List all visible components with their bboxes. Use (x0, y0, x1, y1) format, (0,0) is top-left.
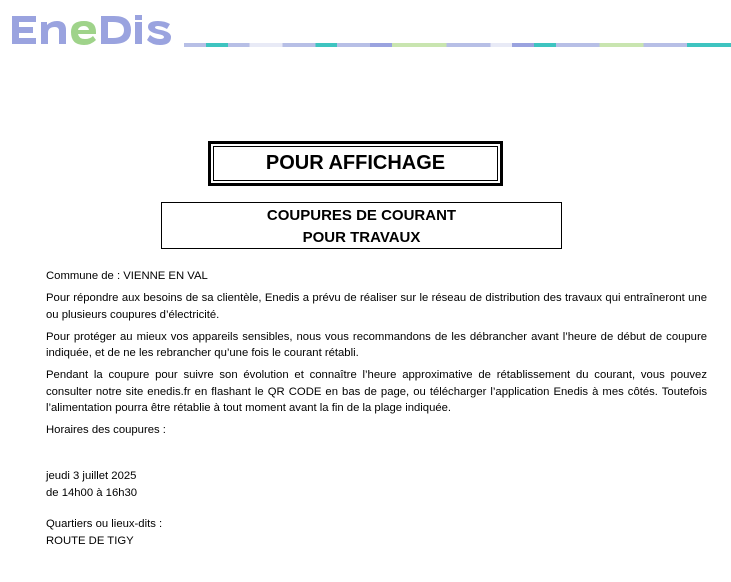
header-stripe (184, 43, 731, 47)
notice-title-line2: POUR TRAVAUX (302, 229, 421, 246)
notice-title-box (161, 202, 562, 249)
notice-title-line1: COUPURES DE COURANT (266, 207, 457, 224)
commune-line: Commune de : VIENNE EN VAL (46, 270, 208, 282)
horaires-label: Horaires des coupures : (46, 424, 166, 436)
affichage-box (208, 141, 503, 186)
paragraph-2: Pour protéger au mieux vos appareils sensibles, nous vous recommandons de les débrancher avant l’heure de début de coupure indiquée, et de ne les rebrancher qu’une fois le courant rétabli. (46, 330, 707, 359)
quartier-value: ROUTE DE TIGY (46, 534, 134, 547)
enedis-logo (10, 12, 176, 48)
outage-date: jeudi 3 juillet 2025 (46, 470, 137, 482)
notice-body (46, 268, 707, 549)
quartiers-label: Quartiers ou lieux-dits : (46, 518, 163, 530)
enedis-logo-icon (10, 12, 176, 48)
paragraph-1: Pour répondre aux besoins de sa clientèle, Enedis a prévu de réaliser sur le réseau de distribution des travaux qui entraîneront une ou plusieurs coupures d’électricité. (46, 292, 707, 321)
affichage-label: POUR AFFICHAGE (213, 146, 498, 181)
paragraph-3: Pendant la coupure pour suivre son évolution et connaître l’heure approximative de rétablissement du courant, vous pouvez consulter notre site enedis.fr en flashant le QR CODE en bas de page, ou télécharger l’application Enedis à mes côtés. Toutefois l’alimentation pourra être rétablie à tout moment avant la fin de la plage indiquée. (46, 369, 707, 414)
outage-time-range: de 14h00 à 16h30 (46, 486, 138, 499)
